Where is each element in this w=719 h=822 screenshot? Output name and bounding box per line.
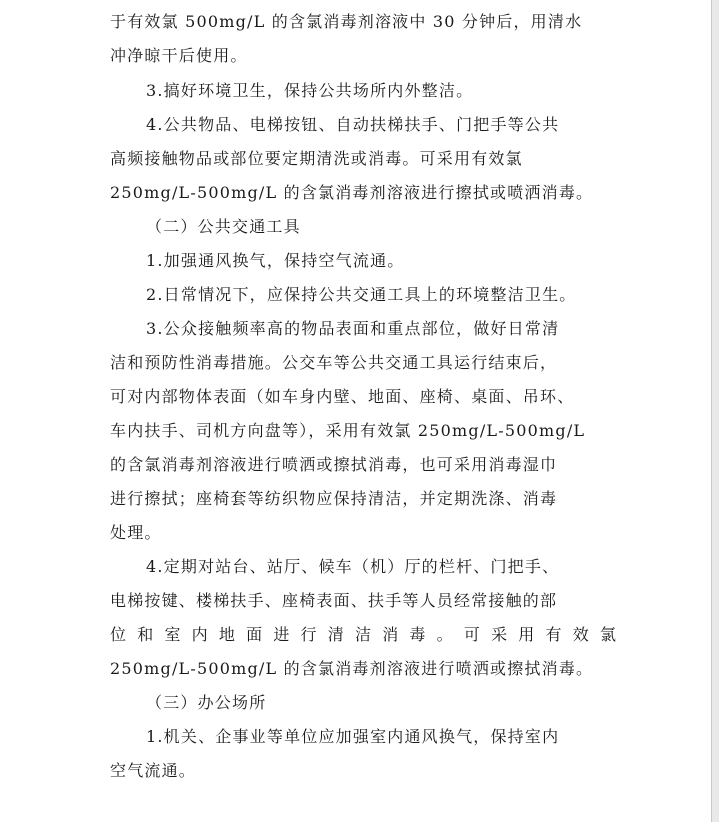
paragraph-line: 3.搞好环境卫生，保持公共场所内外整洁。 xyxy=(146,81,474,100)
paragraph-line: 1.加强通风换气，保持空气流通。 xyxy=(146,251,405,270)
section-heading: （三）办公场所 xyxy=(146,693,267,712)
paragraph-line: 4.定期对站台、站厅、候车（机）厅的栏杆、门把手、 xyxy=(146,557,560,576)
paragraph-line: 250mg/L-500mg/L 的含氯消毒剂溶液进行擦拭或喷洒消毒。 xyxy=(110,183,594,202)
paragraph-line: 可对内部物体表面（如车身内壁、地面、座椅、桌面、吊环、 xyxy=(110,387,575,406)
paragraph-line: 洁和预防性消毒措施。公交车等公共交通工具运行结束后， xyxy=(110,353,558,372)
window-edge xyxy=(712,0,719,822)
paragraph-line: 空气流通。 xyxy=(110,761,197,780)
paragraph-line: 于有效氯 500mg/L 的含氯消毒剂溶液中 30 分钟后，用清水 xyxy=(110,12,583,31)
paragraph-line: 处理。 xyxy=(110,523,162,542)
section-heading: （二）公共交通工具 xyxy=(146,217,301,236)
paragraph-line: 2.日常情况下，应保持公共交通工具上的环境整洁卫生。 xyxy=(146,285,577,304)
paragraph-line: 车内扶手、司机方向盘等），采用有效氯 250mg/L-500mg/L xyxy=(110,421,586,440)
paragraph-line: 冲净晾干后使用。 xyxy=(110,46,248,65)
paragraph-line: 进行擦拭；座椅套等纺织物应保持清洁，并定期洗涤、消毒 xyxy=(110,489,558,508)
paragraph-line: 1.机关、企事业等单位应加强室内通风换气，保持室内 xyxy=(146,727,560,746)
paragraph-line: 4.公共物品、电梯按钮、自动扶梯扶手、门把手等公共 xyxy=(146,115,560,134)
paragraph-line: 的含氯消毒剂溶液进行喷洒或擦拭消毒，也可采用消毒湿巾 xyxy=(110,455,558,474)
paragraph-line: 3.公众接触频率高的物品表面和重点部位，做好日常清 xyxy=(146,319,560,338)
paragraph-line: 位 和 室 内 地 面 进 行 清 洁 消 毒 。 可 采 用 有 效 氯 xyxy=(110,625,616,644)
paragraph-line: 高频接触物品或部位要定期清洗或消毒。可采用有效氯 xyxy=(110,149,523,168)
paragraph-line: 250mg/L-500mg/L 的含氯消毒剂溶液进行喷洒或擦拭消毒。 xyxy=(110,659,594,678)
paragraph-line: 电梯按键、楼梯扶手、座椅表面、扶手等人员经常接触的部 xyxy=(110,591,558,610)
